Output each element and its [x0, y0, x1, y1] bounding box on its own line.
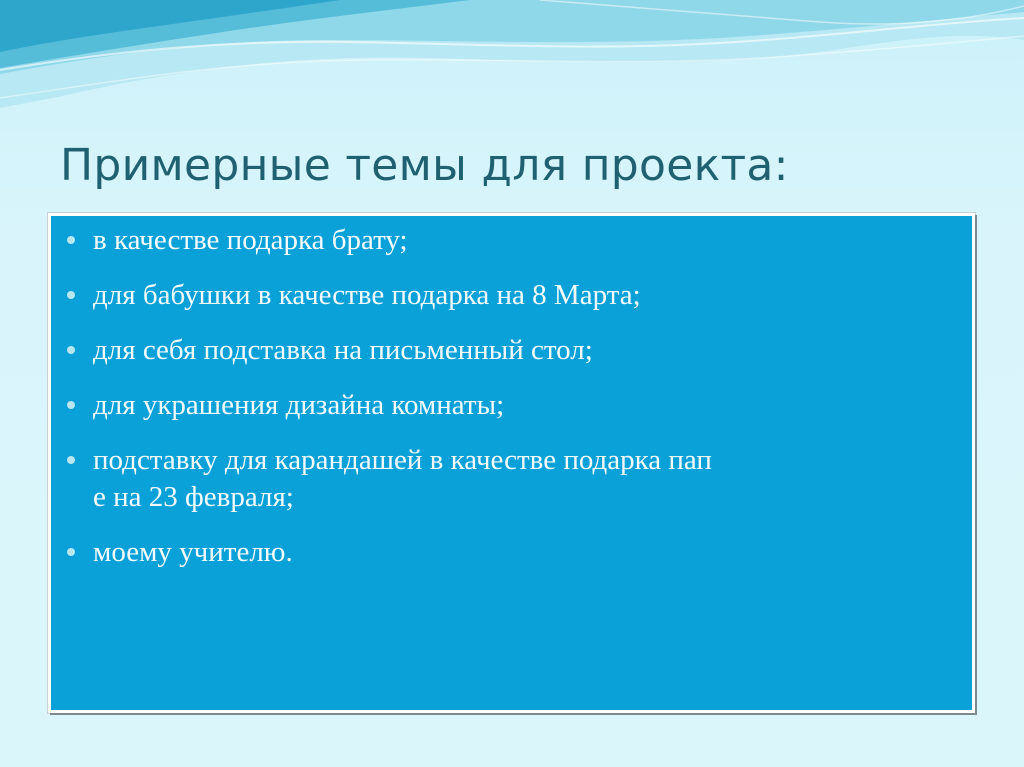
bullet-dot-icon: [67, 346, 75, 354]
bullet-dot-icon: [67, 236, 75, 244]
bullet-item: [65, 442, 955, 516]
bullet-list: [65, 222, 955, 589]
content-box: [48, 213, 975, 713]
bullet-dot-icon: [67, 456, 75, 464]
bullet-item: [65, 222, 955, 259]
bullet-text: подставку для карандашей в качестве подарка пап е на 23 февраля;: [93, 444, 712, 513]
bullet-text: для бабушки в качестве подарка на 8 Марта;: [93, 279, 641, 311]
bullet-text: для украшения дизайна комнаты;: [93, 389, 505, 421]
bullet-text: в качестве подарка брату;: [93, 224, 408, 256]
bullet-item: [65, 277, 955, 314]
decorative-wave-header: [0, 0, 1024, 140]
bullet-item: [65, 387, 955, 424]
slide-title: Примерные темы для проекта:: [60, 140, 789, 191]
bullet-item: [65, 534, 955, 571]
bullet-text: моему учителю.: [93, 536, 293, 568]
bullet-dot-icon: [67, 291, 75, 299]
bullet-text: для себя подставка на письменный стол;: [93, 334, 593, 366]
bullet-dot-icon: [67, 401, 75, 409]
bullet-item: [65, 332, 955, 369]
bullet-dot-icon: [67, 548, 75, 556]
